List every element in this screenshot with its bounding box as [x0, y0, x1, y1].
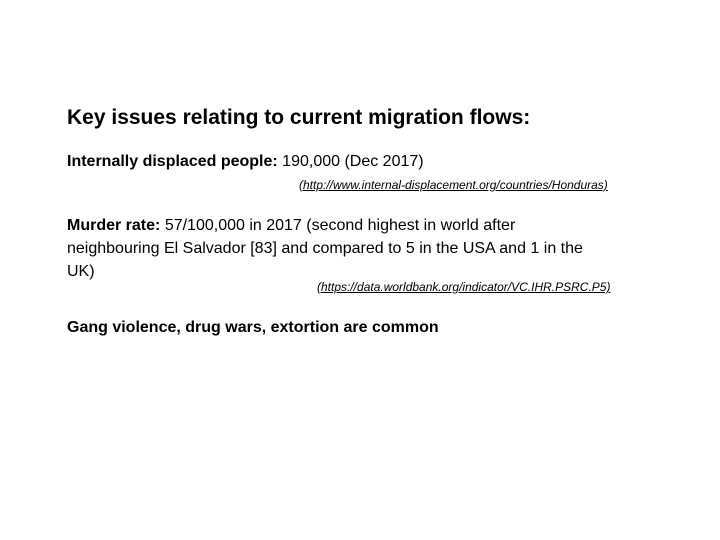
slide-title: Key issues relating to current migration flows: — [67, 106, 531, 129]
murder-paragraph — [67, 214, 667, 283]
murder-source-link[interactable]: (https://data.worldbank.org/indicator/VC.IHR.PSRC.P5) — [317, 280, 611, 294]
idp-line — [67, 153, 424, 171]
murder-line-1-text: 57/100,000 in 2017 (second highest in world after — [164, 217, 516, 234]
idp-label: Internally displaced people: — [67, 153, 278, 170]
murder-line-3: UK) — [67, 263, 95, 280]
murder-line-1 — [67, 214, 667, 237]
gang-violence-text: Gang violence, drug wars, extortion are common — [67, 319, 439, 336]
idp-source-link[interactable]: (http://www.internal-displacement.org/countries/Honduras) — [299, 178, 608, 192]
murder-label: Murder rate: — [67, 217, 161, 234]
murder-line-2: neighbouring El Salvador [83] and compared to 5 in the USA and 1 in the — [67, 240, 583, 257]
idp-value: 190,000 (Dec 2017) — [282, 153, 424, 170]
